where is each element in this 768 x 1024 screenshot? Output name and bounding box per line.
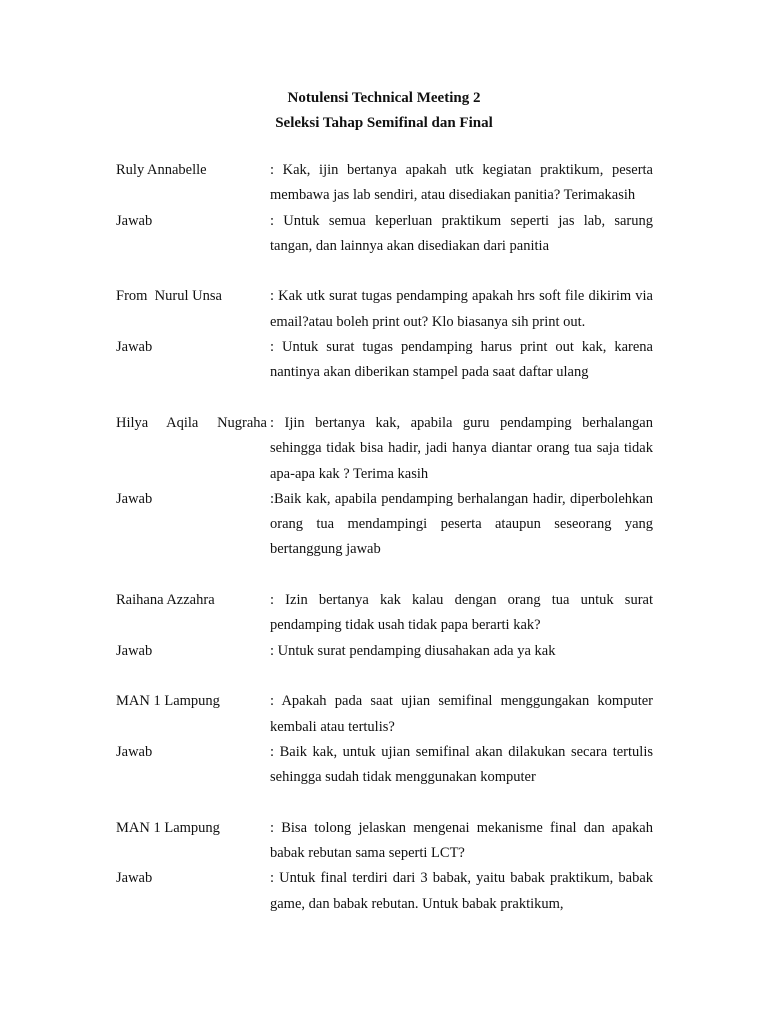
speaker-name: Jawab	[116, 490, 153, 507]
speaker-name: Ruly Annabelle	[116, 162, 207, 178]
answer-entry	[116, 740, 653, 791]
speaker-name: From Nurul Unsa	[116, 288, 222, 305]
answer-text: : Baik kak, untuk ujian semifinal akan dilakukan secara tertulis sehingga sudah tidak menggunakan komputer	[270, 743, 653, 786]
question-entry	[116, 816, 653, 867]
speaker-name: Jawab	[116, 642, 153, 659]
document-header	[0, 86, 768, 136]
answer-text: : Untuk surat pendamping diusahakan ada ya kak	[270, 642, 556, 659]
question-text: : Bisa tolong jelaskan mengenai mekanisme final dan apakah babak rebutan sama seperti LCT?	[270, 819, 653, 862]
document-subtitle: Seleksi Tahap Semifinal dan Final	[275, 115, 493, 131]
question-entry	[116, 284, 653, 335]
question-text: : Ijin bertanya kak, apabila guru pendamping berhalangan sehingga tidak bisa hadir, jadi hanya diantar orang tua saja tidak apa-apa kak ? Terima kasih	[270, 414, 653, 482]
question-entry	[116, 689, 653, 740]
speaker-name: Jawab	[116, 212, 153, 229]
answer-text: : Untuk surat tugas pendamping harus print out kak, karena nantinya akan diberikan stampel pada saat daftar ulang	[270, 339, 653, 381]
answer-text: :Baik kak, apabila pendamping berhalangan hadir, diperbolehkan orang tua mendampingi peserta ataupun seseorang yang bertanggung jawab	[270, 490, 653, 558]
answer-entry	[116, 487, 653, 563]
answer-text: : Untuk semua keperluan praktikum seperti jas lab, sarung tangan, dan lainnya akan disediakan dari panitia	[270, 212, 653, 254]
speaker-name: Raihana Azzahra	[116, 592, 215, 609]
answer-entry	[116, 639, 653, 664]
speaker-name: MAN 1 Lampung	[116, 819, 220, 836]
question-text: : Apakah pada saat ujian semifinal menggungakan komputer kembali atau tertulis?	[270, 693, 653, 735]
question-entry	[116, 588, 653, 639]
answer-text: : Untuk final terdiri dari 3 babak, yaitu babak praktikum, babak game, dan babak rebutan. Untuk babak praktikum,	[270, 870, 653, 912]
question-text: : Kak, ijin bertanya apakah utk kegiatan praktikum, peserta membawa jas lab sendiri, atau disediakan panitia? Terimakasih	[270, 162, 653, 204]
question-entry	[116, 411, 653, 487]
document-title: Notulensi Technical Meeting 2	[287, 90, 481, 106]
answer-entry	[116, 335, 653, 386]
question-text: : Kak utk surat tugas pendamping apakah hrs soft file dikirim via email?atau boleh print out? Klo biasanya sih print out.	[270, 288, 653, 330]
answer-entry	[116, 866, 653, 917]
speaker-name: Jawab	[116, 870, 153, 887]
answer-entry	[116, 209, 653, 260]
question-entry	[116, 158, 653, 209]
qa-list	[116, 158, 653, 917]
speaker-name: Hilya Aqila Nugraha	[116, 414, 267, 431]
question-text: : Izin bertanya kak kalau dengan orang tua untuk surat pendamping tidak usah tidak papa berarti kak?	[270, 592, 653, 634]
speaker-name: Jawab	[116, 339, 153, 356]
speaker-name: MAN 1 Lampung	[116, 693, 220, 710]
speaker-name: Jawab	[116, 743, 153, 760]
